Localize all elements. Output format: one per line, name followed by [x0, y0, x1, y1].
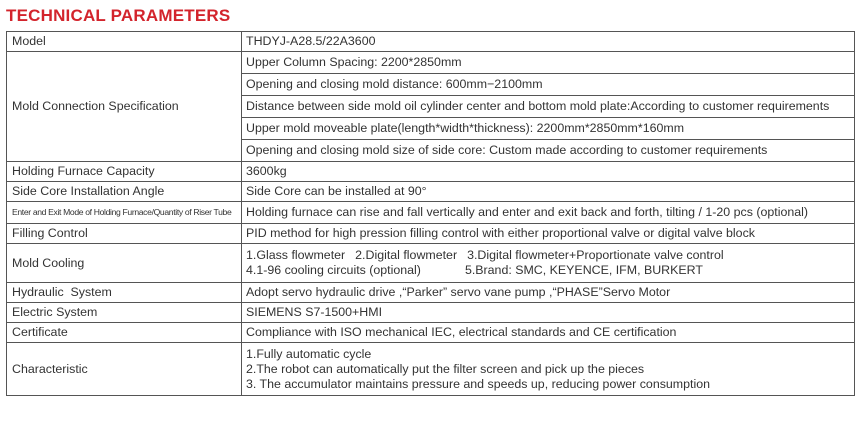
row-value-mold-cooling — [242, 244, 855, 283]
characteristic-line-1: 1.Fully automatic cycle — [246, 346, 372, 361]
row-label-holding-furnace-capacity: Holding Furnace Capacity — [7, 162, 242, 182]
technical-parameters-table — [6, 31, 855, 396]
row-label-model: Model — [7, 32, 242, 52]
table-row — [7, 224, 855, 244]
mold-cooling-item-1: 1.Glass flowmeter — [246, 248, 346, 262]
row-value-model: THDYJ-A28.5/22A3600 — [242, 32, 855, 52]
row-value-mold-connection-5: Opening and closing mold size of side core: Custom made according to customer requirements — [242, 140, 855, 162]
section-title: TECHNICAL PARAMETERS — [6, 6, 231, 25]
row-label-filling-control: Filling Control — [7, 224, 242, 244]
mold-cooling-item-4: 4.1-96 cooling circuits (optional) — [246, 263, 421, 277]
row-label-characteristic: Characteristic — [7, 343, 242, 396]
row-value-filling-control: PID method for high pression filling control with either proportional valve or digital valve block — [242, 224, 855, 244]
row-value-enter-exit-mode: Holding furnace can rise and fall vertically and enter and exit back and forth, tilting / 1-20 pcs (optional) — [242, 202, 855, 224]
row-value-characteristic — [242, 343, 855, 396]
table-row — [7, 323, 855, 343]
row-label-electric-system: Electric System — [7, 303, 242, 323]
table-row — [7, 283, 855, 303]
row-label-side-core-angle: Side Core Installation Angle — [7, 182, 242, 202]
row-label-mold-connection: Mold Connection Specification — [7, 52, 242, 162]
row-label-mold-cooling: Mold Cooling — [7, 244, 242, 283]
row-value-hydraulic-system: Adopt servo hydraulic drive ,“Parker” servo vane pump ,“PHASE”Servo Motor — [242, 283, 855, 303]
mold-cooling-item-2: 2.Digital flowmeter — [355, 248, 458, 262]
table-row — [7, 343, 855, 396]
table-row — [7, 32, 855, 52]
characteristic-line-2: 2.The robot can automatically put the filter screen and pick up the pieces — [246, 361, 645, 376]
row-value-side-core-angle: Side Core can be installed at 90° — [242, 182, 855, 202]
row-value-mold-connection-2: Opening and closing mold distance: 600mm−2100mm — [242, 74, 855, 96]
mold-cooling-line-2 — [246, 263, 850, 278]
row-value-mold-connection-3: Distance between side mold oil cylinder center and bottom mold plate:According to customer requirements — [242, 96, 855, 118]
row-label-enter-exit-mode: Enter and Exit Mode of Holding Furnace/Quantity of Riser Tube — [7, 202, 242, 224]
row-value-certificate: Compliance with ISO mechanical IEC, electrical standards and CE certification — [242, 323, 855, 343]
table-row — [7, 182, 855, 202]
mold-cooling-item-5: 5.Brand: SMC, KEYENCE, IFM, BURKERT — [464, 263, 703, 277]
row-label-hydraulic-system: Hydraulic System — [7, 283, 242, 303]
table-row — [7, 52, 855, 74]
row-value-mold-connection-1: Upper Column Spacing: 2200*2850mm — [242, 52, 855, 74]
row-value-electric-system: SIEMENS S7-1500+HMI — [242, 303, 855, 323]
mold-cooling-item-3: 3.Digital flowmeter+Proportionate valve control — [467, 248, 724, 262]
table-row — [7, 303, 855, 323]
row-value-mold-connection-4: Upper mold moveable plate(length*width*thickness): 2200mm*2850mm*160mm — [242, 118, 855, 140]
mold-cooling-line-1 — [246, 248, 850, 263]
row-value-holding-furnace-capacity: 3600kg — [242, 162, 855, 182]
characteristic-line-3: 3. The accumulator maintains pressure and speeds up, reducing power consumption — [246, 376, 710, 391]
table-row — [7, 162, 855, 182]
table-row — [7, 202, 855, 224]
table-row — [7, 244, 855, 283]
row-label-certificate: Certificate — [7, 323, 242, 343]
